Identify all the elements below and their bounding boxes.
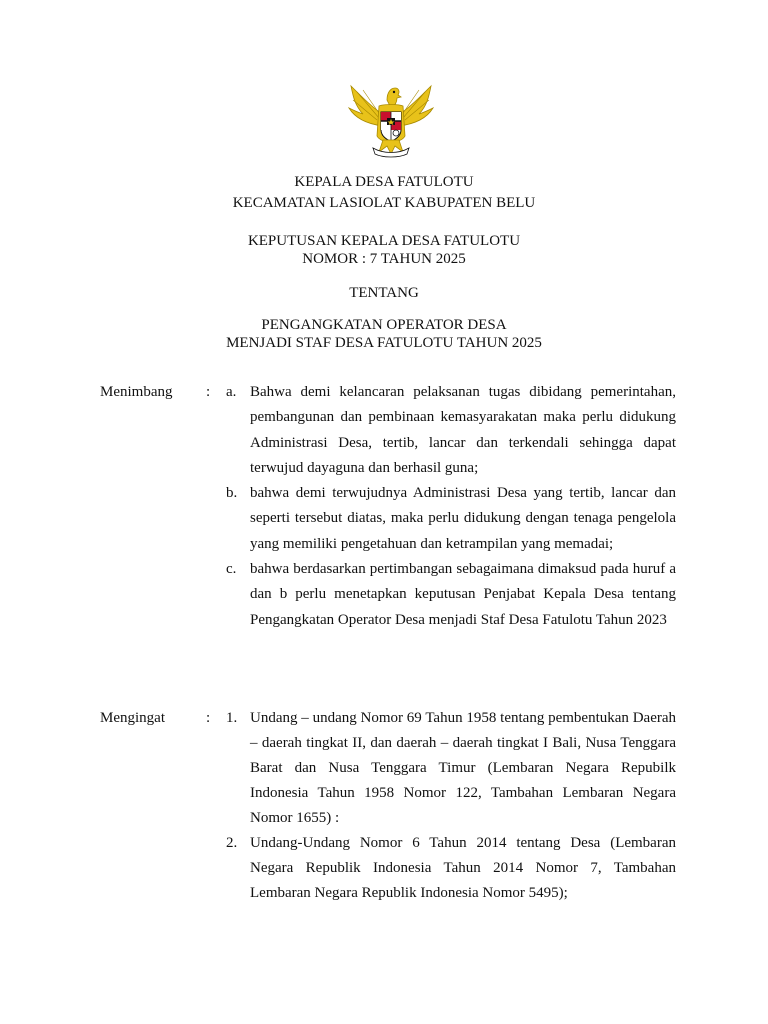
- mengingat-section: [100, 706, 676, 906]
- mengingat-item-2: [100, 831, 676, 906]
- list-item-text: Bahwa demi kelancaran pelaksanan tugas dibidang pemerintahan, pembangunan dan pembinaan kemasyarakatan maka perlu didukung Administrasi Desa, tertib, lancar dan terkendali sehingga dapat terwujud dayaguna dan berhasil guna;: [250, 384, 676, 476]
- mengingat-colon: :: [206, 710, 211, 726]
- list-marker: c.: [226, 561, 237, 578]
- mengingat-item-1: [100, 706, 676, 831]
- about-heading: TENTANG: [349, 285, 419, 301]
- list-item-text: bahwa demi terwujudnya Administrasi Desa yang tertib, lancar dan seperti tersebut diatas, maka perlu didukung dengan tenaga pengelola yang memiliki pengetahuan dan ketrampilan yang memadai;: [250, 485, 676, 552]
- garuda-emblem-icon: [343, 78, 439, 160]
- menimbang-section: [100, 380, 676, 633]
- list-marker: a.: [226, 384, 237, 400]
- menimbang-item-c: [100, 557, 676, 633]
- decree-title: KEPUTUSAN KEPALA DESA FATULOTU: [247, 233, 521, 249]
- decree-number: NOMOR : 7 TAHUN 2025: [302, 251, 466, 267]
- menimbang-item-b: [100, 481, 676, 557]
- menimbang-colon: :: [206, 384, 211, 400]
- list-marker: 1.: [226, 710, 238, 726]
- menimbang-item-a: [100, 380, 676, 481]
- header-line-2: KECAMATAN LASIOLAT KABUPATEN BELU: [232, 195, 536, 211]
- subject-line-2: MENJADI STAF DESA FATULOTU TAHUN 2025: [226, 335, 542, 351]
- menimbang-label: Menimbang: [100, 384, 173, 400]
- list-marker: b.: [226, 485, 238, 502]
- header-line-1: KEPALA DESA FATULOTU: [294, 174, 474, 190]
- subject-line-1: PENGANGKATAN OPERATOR DESA: [261, 317, 507, 333]
- list-marker: 2.: [226, 835, 238, 851]
- list-item-text: Undang-Undang Nomor 6 Tahun 2014 tentang Desa (Lembaran Negara Republik Indonesia Tahun 2014 Nomor 7, Tambahan Lembaran Negara Republik Indonesia Nomor 5495);: [250, 835, 676, 901]
- list-item-text: bahwa berdasarkan pertimbangan sebagaimana dimaksud pada huruf a dan b perlu menetapkan keputusan Penjabat Kepala Desa tentang Pengangkatan Operator Desa menjadi Staf Desa Fatulotu Tahun 2023: [250, 561, 676, 628]
- list-item-text: Undang – undang Nomor 69 Tahun 1958 tentang pembentukan Daerah – daerah tingkat II, dan daerah – daerah tingkat I Bali, Nusa Tenggara Barat dan Nusa Tenggara Timur (Lembaran Negara Repubilk Indonesia Tahun 1958 Nomor 122, Tambahan Lembaran Negara Nomor 1655) :: [250, 710, 676, 826]
- mengingat-label: Mengingat: [100, 710, 165, 726]
